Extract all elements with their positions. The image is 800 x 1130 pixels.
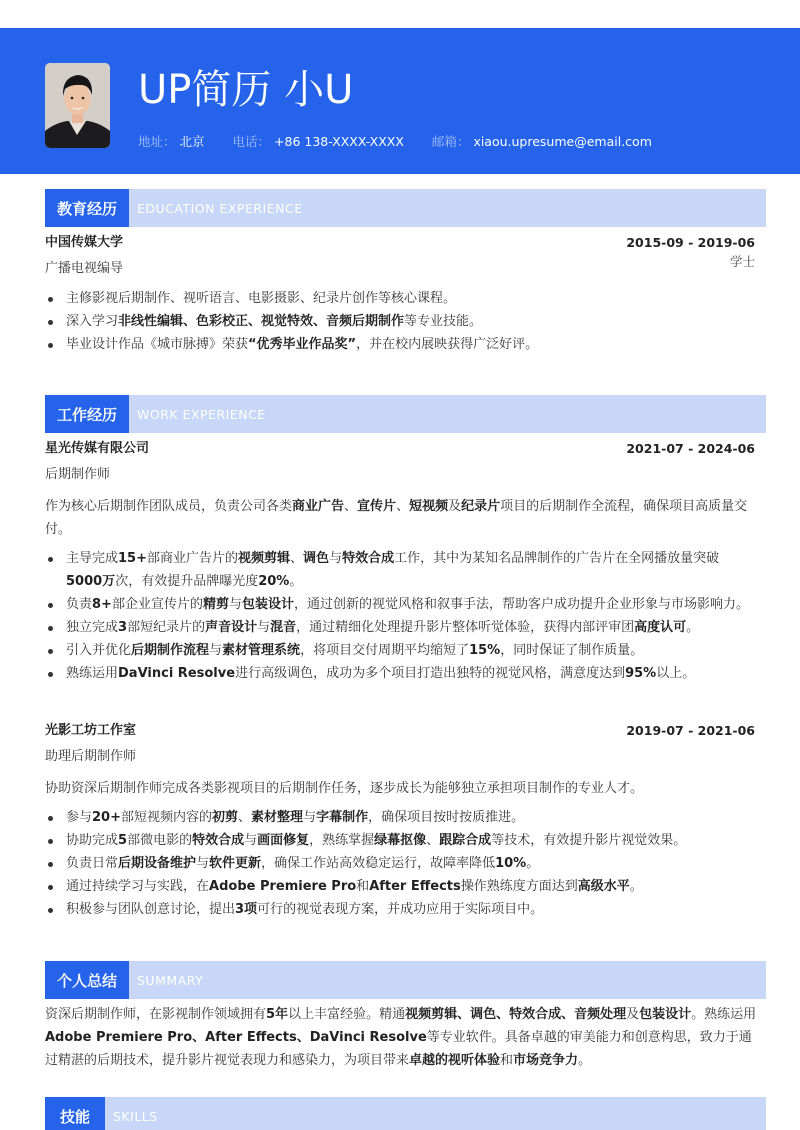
emphasis-text: 市场竞争力 — [513, 1053, 579, 1068]
section-title-zh: 个人总结 — [45, 961, 129, 999]
avatar — [45, 63, 110, 148]
emphasis-text: 15+ — [118, 551, 147, 566]
school-name: 中国传媒大学 — [45, 235, 124, 250]
emphasis-text: 视频剪辑、调色、特效合成、音频处理 — [405, 1007, 627, 1022]
address-value: 北京 — [179, 134, 205, 149]
emphasis-text: 素材整理 — [251, 810, 304, 825]
emphasis-text: 精剪 — [202, 597, 229, 612]
emphasis-text: 高度认可 — [634, 620, 687, 635]
work-section-header — [45, 395, 766, 433]
degree: 学士 — [729, 254, 755, 269]
education-entry — [45, 233, 755, 356]
emphasis-text: 包装设计 — [639, 1007, 692, 1022]
emphasis-text: 字幕制作 — [316, 810, 369, 825]
emphasis-text: 5 — [118, 833, 128, 848]
section-title-zh: 技能 — [45, 1097, 105, 1130]
emphasis-text: 商业广告 — [292, 499, 345, 514]
email-label: 邮箱： — [431, 134, 470, 149]
work-date: 2021-07 - 2024-06 — [626, 441, 755, 456]
company-name: 星光传媒有限公司 — [45, 441, 150, 456]
emphasis-text: 5000万 — [66, 574, 116, 589]
emphasis-text: 软件更新 — [209, 856, 262, 871]
resume-header — [0, 28, 800, 174]
list-item: 毕业设计作品《城市脉搏》荣获“优秀毕业作品奖”，并在校内展映获得广泛好评。 — [45, 333, 755, 356]
phone-value: +86 138-XXXX-XXXX — [274, 133, 404, 149]
list-item: 引入并优化后期制作流程与素材管理系统，将项目交付周期平均缩短了15%，同时保证了制作质量。 — [45, 639, 755, 662]
emphasis-text: 宣传片 — [357, 499, 397, 514]
list-item: 熟练运用DaVinci Resolve进行高级调色，成功为多个项目打造出独特的视觉风格，满意度达到95%以上。 — [45, 662, 755, 685]
work-entry — [45, 439, 755, 685]
emphasis-text: 绿幕抠像 — [374, 833, 427, 848]
work-date: 2019-07 - 2021-06 — [626, 723, 755, 738]
work-entry — [45, 721, 755, 921]
work-bullets — [45, 547, 755, 685]
work-summary: 作为核心后期制作团队成员，负责公司各类商业广告、宣传片、短视频及纪录片项目的后期制作全流程，确保项目高质量交付。 — [45, 499, 748, 537]
work-bullets — [45, 806, 755, 921]
emphasis-text: DaVinci Resolve — [118, 666, 236, 681]
list-item: 负责8+部企业宣传片的精剪与包装设计，通过创新的视觉风格和叙事手法，帮助客户成功提升企业形象与市场影响力。 — [45, 593, 755, 616]
skills-section-header — [45, 1097, 766, 1130]
emphasis-text: 包装设计 — [242, 597, 295, 612]
contact-info — [138, 131, 680, 151]
emphasis-text: Adobe Premiere Pro、After Effects、DaVinci Resolve — [45, 1030, 427, 1045]
section-title-zh: 教育经历 — [45, 189, 129, 227]
emphasis-text: 3项 — [235, 902, 258, 917]
emphasis-text: 后期设备维护 — [118, 856, 197, 871]
emphasis-text: 特效合成 — [342, 551, 395, 566]
emphasis-text: 混音 — [270, 620, 297, 635]
work-summary: 协助资深后期制作师完成各类影视项目的后期制作任务，逐步成长为能够独立承担项目制作的专业人才。 — [45, 781, 644, 796]
list-item: 主修影视后期制作、视听语言、电影摄影、纪录片创作等核心课程。 — [45, 287, 755, 310]
phone-label: 电话： — [232, 134, 271, 149]
emphasis-text: 3 — [118, 620, 128, 635]
job-role: 助理后期制作师 — [45, 749, 137, 764]
emphasis-text: 5年 — [266, 1007, 289, 1022]
emphasis-text: 特效合成 — [192, 833, 245, 848]
list-item: 通过持续学习与实践，在Adobe Premiere Pro和After Effects操作熟练度方面达到高级水平。 — [45, 875, 755, 898]
education-section-header — [45, 189, 766, 227]
section-title-en: SKILLS — [113, 1108, 158, 1124]
emphasis-text: 20% — [258, 574, 290, 589]
section-title-en: SUMMARY — [137, 972, 204, 988]
section-title-en: WORK EXPERIENCE — [137, 406, 266, 422]
company-name: 光影工坊工作室 — [45, 723, 137, 738]
candidate-name: UP简历 小U — [138, 67, 354, 113]
contact-email — [432, 132, 652, 150]
emphasis-text: 10% — [495, 856, 527, 871]
section-title-zh: 工作经历 — [45, 395, 129, 433]
summary-entry — [45, 1003, 757, 1072]
emphasis-text: 非线性编辑、色彩校正、视觉特效、音频后期制作 — [118, 314, 405, 329]
list-item: 负责日常后期设备维护与软件更新，确保工作站高效稳定运行，故障率降低10%。 — [45, 852, 755, 875]
emphasis-text: 高级水平 — [577, 879, 630, 894]
emphasis-text: 纪录片 — [461, 499, 501, 514]
emphasis-text: Adobe Premiere Pro — [209, 879, 357, 894]
emphasis-text: 20+ — [92, 810, 121, 825]
emphasis-text: 素材管理系统 — [222, 643, 301, 658]
emphasis-text: 短视频 — [409, 499, 449, 514]
list-item: 独立完成3部短纪录片的声音设计与混音，通过精细化处理提升影片整体听觉体验，获得内部评审团高度认可。 — [45, 616, 755, 639]
section-title-en: EDUCATION EXPERIENCE — [137, 200, 303, 216]
education-date: 2015-09 - 2019-06 — [626, 235, 755, 250]
education-bullets — [45, 287, 755, 356]
contact-address — [138, 132, 205, 150]
contact-phone — [233, 132, 404, 150]
emphasis-text: 调色 — [303, 551, 330, 566]
job-role: 后期制作师 — [45, 467, 111, 482]
emphasis-text: 95% — [625, 666, 657, 681]
emphasis-text: 初剪 — [212, 810, 239, 825]
emphasis-text: 后期制作流程 — [131, 643, 210, 658]
list-item: 积极参与团队创意讨论，提出3项可行的视觉表现方案，并成功应用于实际项目中。 — [45, 898, 755, 921]
list-item: 协助完成5部微电影的特效合成与画面修复，熟练掌握绿幕抠像、跟踪合成等技术，有效提升影片视觉效果。 — [45, 829, 755, 852]
emphasis-text: 视频剪辑 — [238, 551, 291, 566]
email-value[interactable]: xiaou.upresume@email.com — [473, 133, 652, 149]
emphasis-text: 跟踪合成 — [439, 833, 492, 848]
portrait-photo-icon — [45, 63, 110, 148]
emphasis-text: 画面修复 — [257, 833, 310, 848]
summary-section-header — [45, 961, 766, 999]
list-item: 深入学习非线性编辑、色彩校正、视觉特效、音频后期制作等专业技能。 — [45, 310, 755, 333]
list-item: 参与20+部短视频内容的初剪、素材整理与字幕制作，确保项目按时按质推进。 — [45, 806, 755, 829]
emphasis-text: 声音设计 — [205, 620, 258, 635]
summary-text: 资深后期制作师，在影视制作领域拥有5年以上丰富经验。精通视频剪辑、调色、特效合成、音频处理及包装设计。熟练运用Adobe Premiere Pro、After Effects、DaVinci Resolve等专业软件。具备卓越的审美能力和创意构思，致力于通过精湛的后期技术，提升影片视觉表现力和感染力，为项目带来卓越的视听体验和市场竞争力。 — [45, 1007, 757, 1068]
emphasis-text: After Effects — [369, 879, 461, 894]
emphasis-text: 8+ — [92, 597, 112, 612]
emphasis-text: “优秀毕业作品奖” — [248, 337, 357, 352]
emphasis-text: 15% — [469, 643, 501, 658]
emphasis-text: 卓越的视听体验 — [409, 1053, 501, 1068]
address-label: 地址： — [138, 134, 176, 149]
list-item: 主导完成15+部商业广告片的视频剪辑、调色与特效合成工作，其中为某知名品牌制作的广告片在全网播放量突破5000万次，有效提升品牌曝光度20%。 — [45, 547, 755, 593]
major: 广播电视编导 — [45, 261, 124, 276]
